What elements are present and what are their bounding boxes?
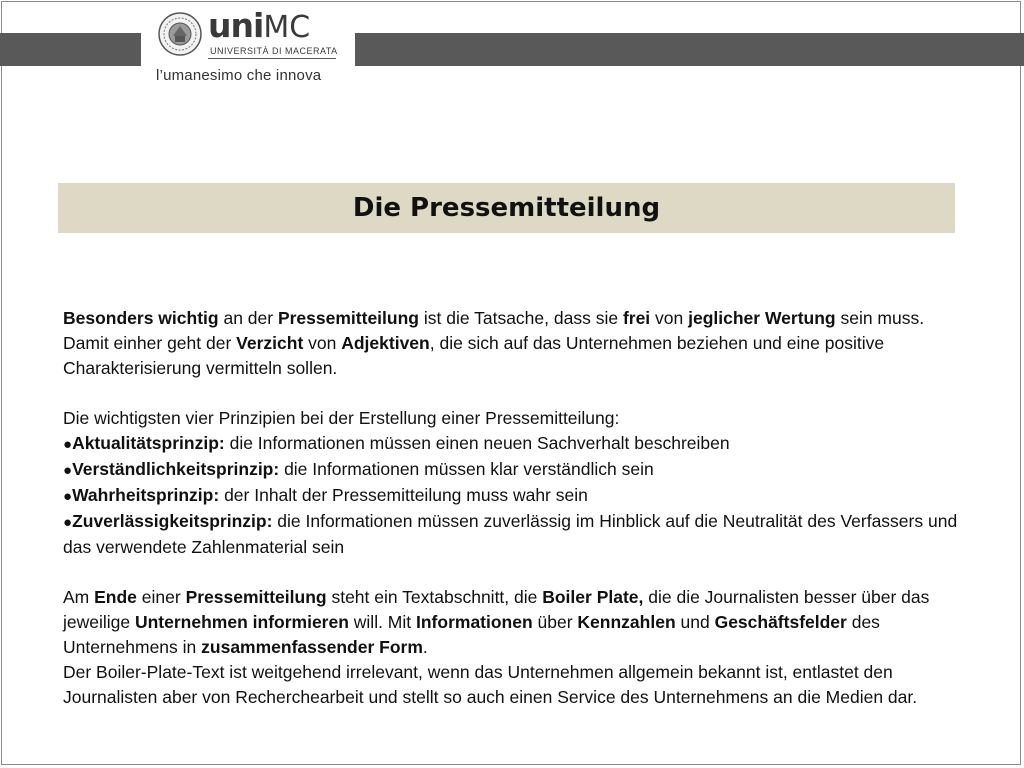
university-logo	[148, 6, 348, 90]
text-run: Am	[63, 587, 95, 607]
bold-text: Informationen	[416, 612, 533, 632]
principle-text: die Informationen müssen klar verständlich sein	[279, 459, 654, 479]
slide-title: Die Pressemitteilung	[352, 193, 661, 223]
header-bar-right	[355, 33, 1024, 66]
bold-text: jeglicher Wertung	[688, 308, 836, 328]
text-run: sein muss. Damit einher geht der	[63, 308, 925, 353]
principle-text: der Inhalt der Pressemitteilung muss wahr sein	[219, 485, 588, 505]
slide-content	[63, 306, 963, 710]
principle-name: Wahrheitsprinzip:	[72, 485, 220, 505]
text-run: und	[675, 612, 715, 632]
text-run: .	[422, 637, 428, 657]
text-run: ist die Tatsache, dass sie	[418, 308, 623, 328]
text-run: über	[532, 612, 578, 632]
university-seal-icon	[158, 12, 202, 56]
text-run: von	[650, 308, 689, 328]
title-band	[58, 183, 955, 233]
logo-underline	[208, 58, 336, 59]
text-run: des Unternehmens in	[63, 612, 880, 657]
text-run: die die Journalisten besser über das jeweilige	[63, 587, 930, 632]
principle-name: Aktualitätsprinzip:	[72, 433, 225, 453]
principle-name: Zuverlässigkeitsprinzip:	[72, 511, 273, 531]
bold-text: Ende	[94, 587, 137, 607]
principle-text: die Informationen müssen einen neuen Sachverhalt beschreiben	[224, 433, 730, 453]
principle-name: Verständlichkeitsprinzip:	[72, 459, 280, 479]
bold-text: Besonders wichtig	[63, 308, 219, 328]
bold-text: zusammenfassender Form	[201, 637, 423, 657]
brand-name: uniMC	[208, 6, 311, 45]
paragraph-boiler-plate-relevance: Der Boiler-Plate-Text ist weitgehend irrelevant, wenn das Unternehmen allgemein bekannt ist, entlastet den Journalisten aber von Recherchearbeit und stellt so auch einen Service des Unternehmens an die Medien dar.	[63, 662, 918, 707]
paragraph-adjectives	[63, 306, 963, 381]
principle-text: die Informationen müssen zuverlässig im Hinblick auf die Neutralität des Verfassers und das verwendete Zahlenmaterial sein	[63, 511, 958, 557]
text-run: will. Mit	[348, 612, 416, 632]
principles-list	[63, 431, 963, 560]
bold-text: Pressemitteilung	[185, 587, 327, 607]
university-name: UNIVERSITÀ DI MACERATA	[210, 46, 338, 56]
text-run: einer	[136, 587, 186, 607]
text-run: von	[303, 333, 342, 353]
bold-text: Geschäftsfelder	[714, 612, 847, 632]
text-run: an der	[218, 308, 278, 328]
tagline: l’umanesimo che innova	[156, 67, 322, 84]
bold-text: Unternehmen informieren	[134, 612, 349, 632]
bold-text: Adjektiven	[341, 333, 430, 353]
bold-text: Boiler Plate,	[542, 587, 644, 607]
principle-item	[63, 457, 963, 483]
principle-item	[63, 431, 963, 457]
principle-item	[63, 509, 963, 560]
bold-text: Verzicht	[236, 333, 304, 353]
text-run: steht ein Textabschnitt, die	[326, 587, 543, 607]
principles-intro: Die wichtigsten vier Prinzipien bei der Erstellung einer Pressemitteilung:	[63, 408, 620, 428]
text-run: , die sich auf das Unternehmen beziehen und eine positive Charakterisierung vermitteln sollen.	[63, 333, 885, 378]
header-bar-left	[0, 33, 141, 66]
bold-text: Kennzahlen	[577, 612, 676, 632]
paragraph-boiler-plate	[63, 585, 963, 660]
principle-item	[63, 483, 963, 509]
bold-text: frei	[622, 308, 651, 328]
bold-text: Pressemitteilung	[277, 308, 419, 328]
